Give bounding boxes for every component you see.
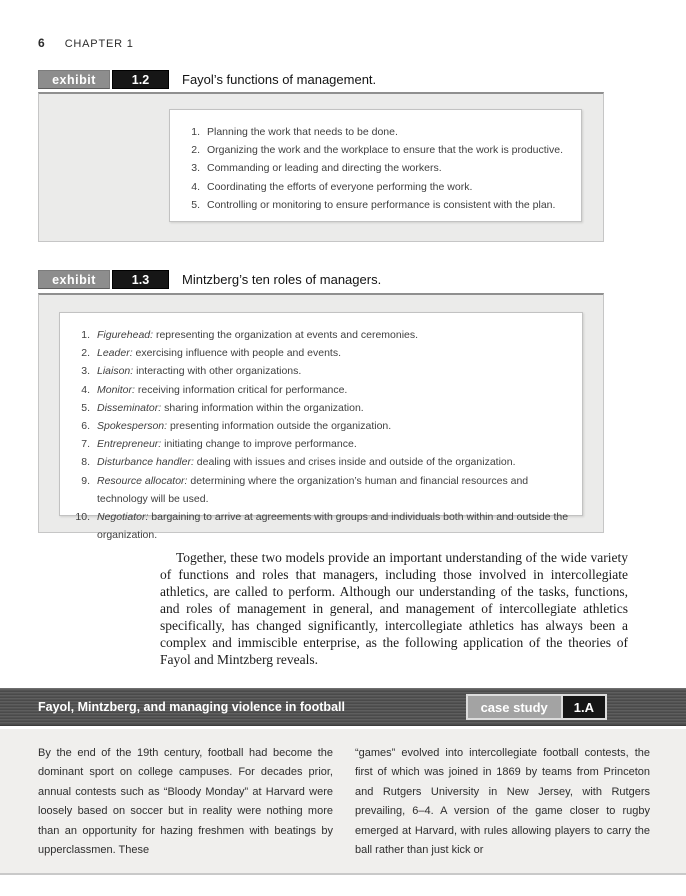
exhibit-number-badge: 1.3 (112, 270, 169, 289)
body-paragraph: Together, these two models provide an important understanding of the wide variety of functions and roles that managers, including those involved in intercollegiate athletics, are called to perform. Although our understanding of the tasks, functions, and roles of management in general, and management of intercollegiate athletics specifically, has changed significantly, intercollegiate athletics has always been a complex and immiscible enterprise, as the following application of the theories of Fayol and Mintzberg reveals. (160, 550, 628, 667)
case-study-band (0, 688, 686, 726)
case-study-tags (466, 694, 607, 720)
exhibit-list-item: 9. Resource allocator: determining where the organization’s human and financial resources and technology will be used. (81, 474, 529, 505)
exhibit-list-item: 5. Controlling or monitoring to ensure performance is consistent with the plan. (191, 198, 556, 211)
exhibit-1-2-box (38, 92, 604, 242)
exhibit-list-item: 5. Disseminator: sharing information within the organization. (81, 401, 364, 414)
exhibit-list-item: 4. Coordinating the efforts of everyone performing the work. (191, 180, 473, 193)
exhibit-list-item: 2. Leader: exercising influence with people and events. (81, 347, 342, 360)
exhibit-list-item: 3. Liaison: interacting with other organizations. (81, 365, 302, 378)
exhibit-list-item: 3. Commanding or leading and directing the workers. (191, 162, 442, 175)
exhibit-1-2-header (38, 70, 686, 89)
exhibit-label: exhibit (38, 70, 110, 89)
exhibit-title: Fayol’s functions of management. (182, 72, 377, 87)
chapter-label: CHAPTER 1 (64, 38, 134, 50)
exhibit-label: exhibit (38, 270, 110, 289)
running-head (0, 0, 686, 50)
case-study-title: Fayol, Mintzberg, and managing violence in football (38, 700, 345, 714)
case-study-column-right: “games” evolved into intercollegiate football contests, the first of which was joined in 1869 by teams from Princeton and Rutgers University in New Jersey, with Rutgers prevailing, 6–4. A version of the game closer to rugby emerged at Harvard, with rules allowing players to carry the ball rather than just kick or (355, 747, 650, 857)
case-study-panel (0, 729, 686, 875)
exhibit-list-item: 7. Entrepreneur: initiating change to improve performance. (81, 438, 357, 451)
case-study-column-left: By the end of the 19th century, football had become the dominant sport on college campuses. For decades prior, annual contests such as “Bloody Monday” at Harvard were loosely based on soccer but in reality were nothing more than an opportunity for hazing freshmen with beatings by upperclassmen. These (38, 747, 333, 857)
exhibit-1-3-list (60, 313, 582, 544)
exhibit-1-3-inner-box (59, 312, 583, 542)
exhibit-1-2 (0, 70, 686, 242)
exhibit-1-2-list (170, 110, 581, 214)
page-number: 6 (38, 36, 45, 50)
exhibit-list-item: 4. Monitor: receiving information critical for performance. (81, 383, 348, 396)
exhibit-list-item: 6. Spokesperson: presenting information outside the organization. (81, 420, 392, 433)
exhibit-number-badge: 1.2 (112, 70, 169, 89)
exhibit-title: Mintzberg’s ten roles of managers. (182, 272, 382, 287)
case-study-number-badge: 1.A (563, 694, 607, 720)
exhibit-1-3-header (38, 270, 686, 289)
exhibit-1-2-inner-box (169, 109, 582, 222)
exhibit-list-item: 8. Disturbance handler: dealing with issues and crises inside and outside of the organization. (81, 456, 516, 469)
exhibit-list-item: 1. Figurehead: representing the organization at events and ceremonies. (81, 329, 419, 341)
exhibit-1-3-box (38, 293, 604, 542)
case-study-label: case study (466, 694, 563, 720)
exhibit-list-item: 10. Negotiator: bargaining to arrive at agreements with groups and individuals both within and outside the organization. (75, 511, 569, 542)
exhibit-1-3 (0, 270, 686, 542)
exhibit-list-item: 1. Planning the work that needs to be done. (191, 126, 398, 138)
exhibit-list-item: 2. Organizing the work and the workplace to ensure that the work is productive. (191, 144, 564, 157)
